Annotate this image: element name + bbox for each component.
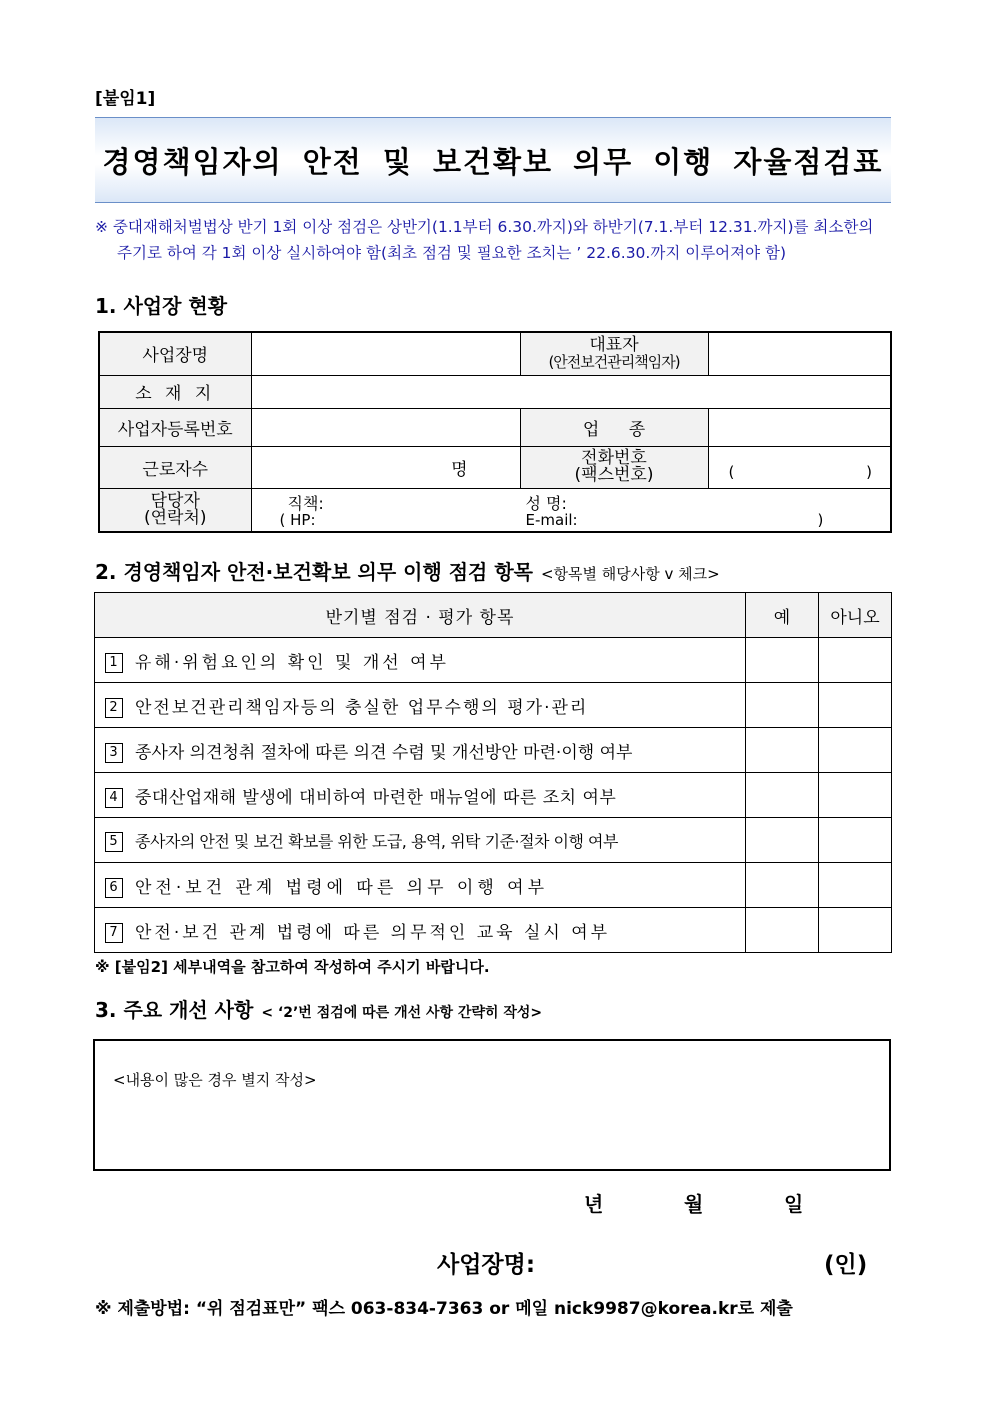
- label-location: 소 재 지: [99, 375, 251, 408]
- section3-heading-row: [95, 994, 542, 1023]
- checkbox-yes-1[interactable]: [746, 638, 819, 683]
- input-location[interactable]: [251, 375, 891, 408]
- label-contact-line2: (연락처): [143, 507, 207, 528]
- label-phone: [520, 446, 708, 488]
- notice: [95, 214, 905, 266]
- item-text: 안전보건관리책임자등의 충실한 업무수행의 평가·관리: [135, 697, 589, 718]
- item-number: 5: [105, 832, 123, 852]
- col-header-no: 아니오: [819, 593, 892, 638]
- checkbox-no-3[interactable]: [819, 728, 892, 773]
- item-number: 3: [105, 743, 123, 763]
- phone-paren-close: ): [866, 462, 872, 481]
- label-contact: [99, 488, 251, 532]
- checkbox-yes-4[interactable]: [746, 773, 819, 818]
- item-number: 4: [105, 788, 123, 808]
- checkbox-yes-5[interactable]: [746, 818, 819, 863]
- checkbox-no-6[interactable]: [819, 863, 892, 908]
- section3-subheading: < ‘2’번 점검에 따른 개선 사항 간략히 작성>: [261, 1005, 543, 1021]
- label-representative-line2: (안전보건관리책임자): [548, 352, 680, 371]
- date-month: 월: [684, 1192, 704, 1216]
- checkbox-no-2[interactable]: [819, 683, 892, 728]
- item-text: 유해·위험요인의 확인 및 개선 여부: [135, 652, 449, 673]
- checklist-item-4: [95, 773, 746, 818]
- label-workplace-name: 사업장명: [99, 332, 251, 375]
- item-text: 안전·보건 관계 법령에 따른 의무적인 교육 실시 여부: [135, 922, 611, 943]
- notice-line-1: ※ 중대재해처벌법상 반기 1회 이상 점검은 상반기(1.1부터 6.30.까지)와 하반기(7.1.부터 12.31.까지)를 최소한의: [95, 218, 874, 236]
- hp-label: ( HP:: [279, 510, 316, 529]
- checkbox-no-5[interactable]: [819, 818, 892, 863]
- item-text: 안전·보건 관계 법령에 따른 의무 이행 여부: [135, 877, 549, 898]
- checkbox-no-7[interactable]: [819, 908, 892, 953]
- seal-mark: (인): [824, 1252, 868, 1278]
- email-label: E-mail:: [525, 510, 578, 529]
- contact-details-cell[interactable]: [251, 488, 891, 532]
- notice-line-2: 주기로 하여 각 1회 이상 실시하여야 함(최초 점검 및 필요한 조치는 ’ 22.6.30.까지 이루어져야 함): [117, 244, 787, 262]
- improvement-placeholder: <내용이 많은 경우 별지 작성>: [113, 1071, 317, 1089]
- checkbox-yes-7[interactable]: [746, 908, 819, 953]
- contact-close-paren: ): [817, 510, 824, 529]
- checklist-table: [94, 592, 892, 953]
- page-title: 경영책임자의 안전 및 보건확보 의무 이행 자율점검표: [102, 144, 884, 179]
- checklist-item-2: [95, 683, 746, 728]
- checkbox-no-4[interactable]: [819, 773, 892, 818]
- workplace-status-table: [98, 331, 892, 533]
- checkbox-yes-6[interactable]: [746, 863, 819, 908]
- checkbox-yes-3[interactable]: [746, 728, 819, 773]
- item-text: 중대산업재해 발생에 대비하여 마련한 매뉴얼에 따른 조치 여부: [135, 787, 617, 808]
- input-representative[interactable]: [708, 332, 891, 375]
- submission-method: ※ 제출방법: “위 점검표만” 팩스 063-834-7363 or 메일 nick9987@korea.kr로 제출: [95, 1299, 793, 1319]
- label-representative-line1: 대표자: [589, 334, 639, 355]
- date-day: 일: [784, 1192, 804, 1216]
- input-workplace-name[interactable]: [251, 332, 520, 375]
- col-header-item: 반기별 점검 · 평가 항목: [95, 593, 746, 638]
- label-phone-line1: 전화번호: [581, 448, 647, 468]
- section3-heading: 3. 주요 개선 사항: [95, 998, 254, 1022]
- input-workers[interactable]: [251, 446, 520, 488]
- improvement-textbox[interactable]: [93, 1039, 891, 1171]
- date-year: 년: [584, 1192, 604, 1216]
- checklist-item-3: [95, 728, 746, 773]
- checkbox-no-1[interactable]: [819, 638, 892, 683]
- name-label: 성 명:: [525, 493, 567, 513]
- section2-subheading: <항목별 해당사항 v 체크>: [540, 565, 720, 583]
- label-industry: 업 종: [520, 408, 708, 446]
- label-workers: 근로자수: [99, 446, 251, 488]
- item-text: 종사자의 안전 및 보건 확보를 위한 도급, 용역, 위탁 기준·절차 이행 여부: [135, 831, 618, 851]
- signer-label: 사업장명:: [437, 1252, 536, 1278]
- attachment-label: [붙임1]: [95, 89, 156, 109]
- checklist-item-7: [95, 908, 746, 953]
- checklist-item-5: [95, 818, 746, 863]
- checkbox-yes-2[interactable]: [746, 683, 819, 728]
- item-number: 2: [105, 698, 123, 718]
- input-industry[interactable]: [708, 408, 891, 446]
- section1-heading: 1. 사업장 현황: [95, 294, 228, 318]
- item-number: 1: [105, 653, 123, 673]
- input-registration-no[interactable]: [251, 408, 520, 446]
- workers-unit: 명: [451, 459, 468, 480]
- title-banner: [95, 117, 891, 203]
- label-representative: [520, 332, 708, 375]
- label-contact-line1: 담당자: [150, 490, 200, 511]
- item-number: 6: [105, 878, 123, 898]
- input-phone[interactable]: [708, 446, 891, 488]
- item-number: 7: [105, 923, 123, 943]
- checklist-item-6: [95, 863, 746, 908]
- label-registration-no: 사업자등록번호: [99, 408, 251, 446]
- section2-heading-row: [95, 556, 720, 585]
- label-phone-line2: (팩스번호): [574, 465, 654, 485]
- phone-paren-open: (: [728, 462, 735, 481]
- position-label: 직책:: [287, 493, 324, 513]
- checklist-note: ※ [붙임2] 세부내역을 참고하여 작성하여 주시기 바랍니다.: [95, 958, 490, 976]
- section2-heading: 2. 경영책임자 안전·보건확보 의무 이행 점검 항목: [95, 560, 533, 584]
- checklist-item-1: [95, 638, 746, 683]
- col-header-yes: 예: [746, 593, 819, 638]
- item-text: 종사자 의견청취 절차에 따른 의견 수렴 및 개선방안 마련·이행 여부: [135, 742, 633, 763]
